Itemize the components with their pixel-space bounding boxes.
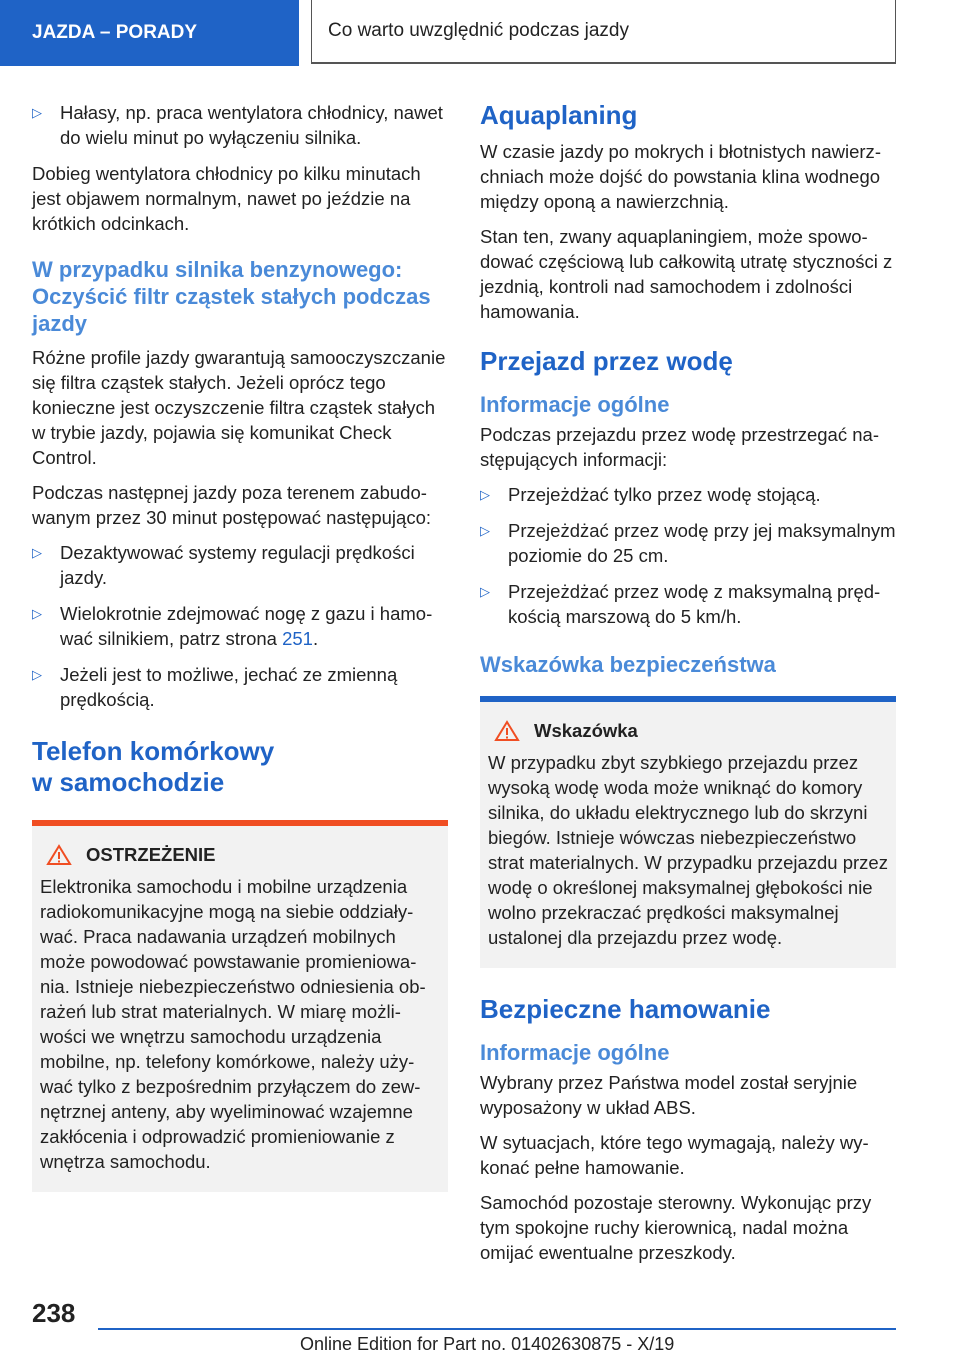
paragraph: Samochód pozostaje sterowny. Wykonując przy tym spokojne ruchy kierownicą, nadal można omijać ewentualne przeszkody. xyxy=(480,1192,872,1263)
heading-general-info-2: Informacje ogólne xyxy=(480,1040,670,1065)
list-item-text-post: . xyxy=(312,628,319,649)
triangle-bullet-icon: ▷ xyxy=(32,667,42,682)
paragraph: Podczas przejazdu przez wodę przestrzegać następujących informacji: xyxy=(480,424,879,470)
heading-petrol-filter: W przypadku silnika benzynowego: Oczyścić filtr cząstek stałych podczas jazdy xyxy=(32,257,431,336)
warning-box xyxy=(32,826,448,1192)
heading-water-crossing: Przejazd przez wodę xyxy=(480,346,733,376)
footer-divider xyxy=(98,1328,896,1330)
list-item xyxy=(480,518,896,568)
list-item-text: Przejeżdżać przez wodę z maksymalną prędkością marszową do 5 km/h. xyxy=(508,581,881,627)
list-item-text: Dezaktywować systemy regulacji prędkości jazdy. xyxy=(60,542,415,588)
triangle-bullet-icon: ▷ xyxy=(480,487,490,502)
paragraph: W sytuacjach, które tego wymagają, należy wykonać pełne hamowanie. xyxy=(480,1132,869,1178)
warning-title: OSTRZEŻENIE xyxy=(86,844,216,865)
paragraph: Podczas następnej jazdy poza terenem zabudowanym przez 30 minut postępować następująco: xyxy=(32,482,431,528)
warning-text: Elektronika samochodu i mobilne urządzenia radiokomunikacyjne mogą na siebie oddziaływać. Praca nadawania urządzeń mobilnych może powodować powstawanie promieniowania. Istnieje niebezpieczeństwo odniesienia obrażeń lub strat materialnych. W miarę możliwości we wnętrzu samochodu urządzenia mobilne, np. telefony komórkowe, należy używać tylko z bezpośrednim przyłączem do zewnętrznej anteny, aby wyeliminować wzajemne zakłócenia i odprowadzić promieniowanie z wnętrza samochodu. xyxy=(40,876,426,1172)
page-link[interactable]: 251 xyxy=(282,628,313,649)
paragraph: W czasie jazdy po mokrych i błotnistych nawierzchniach może dojść do powstania klina wodnego między oponą a nawierzchnią. xyxy=(480,141,881,212)
warning-header xyxy=(40,844,440,866)
list-item-text: Jeżeli jest to możliwe, jechać ze zmienną prędkością. xyxy=(60,664,398,710)
note-text: W przypadku zbyt szybkiego przejazdu przez wysoką wodę woda może wniknąć do komory silnika, do układu elektrycznego lub do skrzyni biegów. Istnieje wówczas niebezpieczeństwo strat materialnych. W przypadku przejazdu przez wodę o określonej maksymalnej głębokości nie wolno przekraczać prędkości maksymalnej ustalonej dla przejazdu przez wodę. xyxy=(488,752,888,948)
triangle-bullet-icon: ▷ xyxy=(480,523,490,538)
triangle-bullet-icon: ▷ xyxy=(32,105,42,120)
note-box xyxy=(480,702,896,968)
warning-triangle-icon xyxy=(494,720,520,742)
page-number: 238 xyxy=(32,1298,76,1328)
warning-triangle-icon xyxy=(46,844,72,866)
triangle-bullet-icon: ▷ xyxy=(32,606,42,621)
list-item-text: Przejeżdżać tylko przez wodę stojącą. xyxy=(508,484,821,505)
right-column xyxy=(480,100,896,1275)
heading-aquaplaning: Aquaplaning xyxy=(480,100,638,130)
list-item-text: Hałasy, np. praca wentylatora chłodnicy, nawet do wielu minut po wyłączeniu silnika. xyxy=(60,102,443,148)
heading-mobile-phone: Telefon komórkowy w samochodzie xyxy=(32,736,275,797)
list-item-text: Przejeżdżać przez wodę przy jej maksymalnym poziomie do 25 cm. xyxy=(508,520,896,566)
heading-safe-braking: Bezpieczne hamowanie xyxy=(480,994,771,1024)
note-title: Wskazówka xyxy=(534,720,638,741)
list-item-text xyxy=(60,601,448,651)
list-item xyxy=(32,540,448,590)
note-header xyxy=(488,720,888,742)
page-header xyxy=(0,0,960,66)
list-item xyxy=(480,579,896,629)
list-item xyxy=(32,601,448,651)
list-item xyxy=(480,482,896,507)
section-tab: JAZDA – PORADY xyxy=(0,0,299,66)
list-item xyxy=(32,662,448,712)
paragraph: Dobieg wentylatora chłodnicy po kilku minutach jest objawem normalnym, nawet po jeździe na krótkich odcinkach. xyxy=(32,163,421,234)
footer-edition: Online Edition for Part no. 01402630875 - X/19 xyxy=(300,1334,675,1354)
list-item-text-pre: Wielokrotnie zdejmować nogę z gazu i hamować silnikiem, patrz strona xyxy=(60,603,433,649)
triangle-bullet-icon: ▷ xyxy=(32,545,42,560)
list-item xyxy=(32,100,448,150)
left-column xyxy=(32,100,448,1192)
heading-safety-note: Wskazówka bezpieczeństwa xyxy=(480,652,776,677)
paragraph: Stan ten, zwany aquaplaningiem, może spowodować częściową lub całkowitą utratę styczności z jezdnią, kontroli nad samochodem i zdolności hamowania. xyxy=(480,226,893,322)
paragraph: Różne profile jazdy gwarantują samooczyszczanie się filtra cząstek stałych. Jeżeli oprócz tego konieczne jest oczyszczenie filtra cząstek stałych w trybie jazdy, pojawia się komunikat Check Control. xyxy=(32,347,446,468)
heading-general-info: Informacje ogólne xyxy=(480,392,670,417)
triangle-bullet-icon: ▷ xyxy=(480,584,490,599)
chapter-title: Co warto uwzględnić podczas jazdy xyxy=(311,0,896,64)
paragraph: Wybrany przez Państwa model został seryjnie wyposażony w układ ABS. xyxy=(480,1072,858,1118)
